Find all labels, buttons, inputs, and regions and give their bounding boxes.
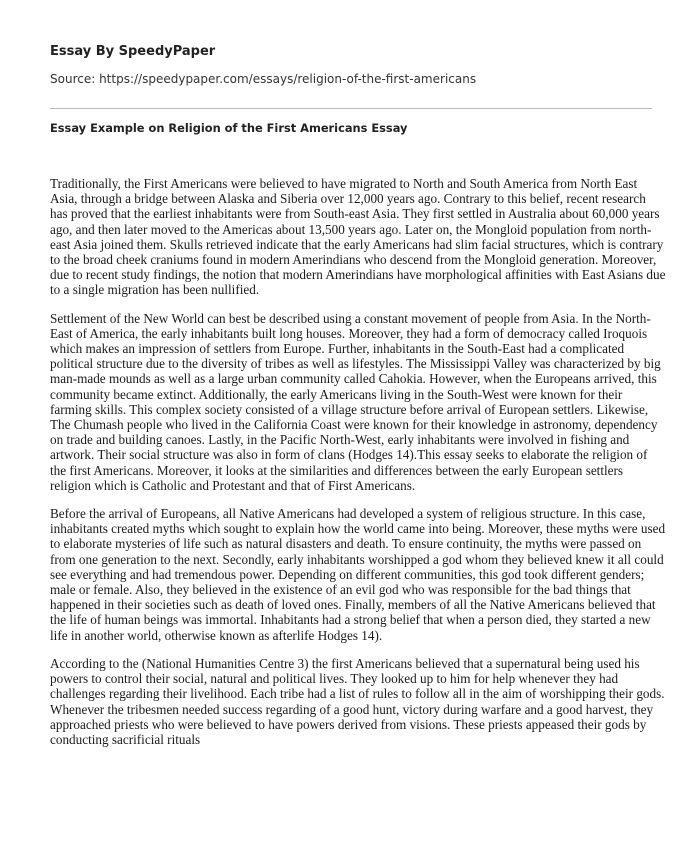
source-url: Source: https://speedypaper.com/essays/religion-of-the-first-americans	[50, 72, 477, 86]
essay-paragraph: Traditionally, the First Americans were believed to have migrated to North and South America from North East Asia, through a bridge between Alaska and Siberia over 12,000 years ago. Contrary to this belief, recent research has proved that the earliest inhabitants were from South-east Asia. They first settled in Australia about 60,000 years ago, and then later moved to the Americas about 13,500 years ago. Later on, the Mongloid population from north-east Asia joined them. Skulls retrieved indicate that the early Americans had slim facial structures, which is contrary to the broad cheek craniums found in modern Amerindians who descend from the Mongloid generation. Moreover, due to recent study findings, the notion that modern Amerindians have morphological affinities with East Asians due to a single migration has been nullified.	[50, 176, 666, 298]
essay-paragraph: Before the arrival of Europeans, all Native Americans had developed a system of religious structure. In this case, inhabitants created myths which sought to explain how the world came into being. Moreover, these myths were used to elaborate mysteries of life such as natural disasters and death. To ensure continuity, the myths were passed on from one generation to the next. Secondly, early inhabitants worshipped a god whom they believed knew it all could see everything and had tremendous power. Depending on different communities, this god took different genders; male or female. Also, they believed in the existence of an evil god who was responsible for the bad things that happened in their societies such as death of loved ones. Finally, members of all the Native Americans believed that the life of human beings was immortal. Inhabitants had a strong belief that when a person died, they started a new life in another world, otherwise known as afterlife Hodges 14).	[50, 506, 666, 643]
publisher-title: Essay By SpeedyPaper	[50, 44, 216, 59]
essay-title: Essay Example on Religion of the First Americans Essay	[50, 121, 408, 135]
header-divider	[50, 108, 652, 109]
essay-body	[50, 176, 666, 760]
essay-paragraph: Settlement of the New World can best be described using a constant movement of people from Asia. In the North-East of America, the early inhabitants built long houses. Moreover, they had a form of democracy called Iroquois which makes an impression of settlers from Europe. Further, inhabitants in the South-East had a complicated political structure due to the diversity of tribes as well as lifestyles. The Mississippi Valley was characterized by big man-made mounds as well as a large urban community called Cahokia. However, when the Europeans arrived, this community became extinct. Additionally, the early Americans living in the South-West were known for their farming skills. This complex society consisted of a village structure before arrival of European settlers. Likewise, The Chumash people who lived in the California Coast were known for their knowledge in astronomy, dependency on trade and building canoes. Lastly, in the Pacific North-West, early inhabitants were involved in fishing and artwork. Their social structure was also in form of clans (Hodges 14).This essay seeks to elaborate the religion of the first Americans. Moreover, it looks at the similarities and differences between the early European settlers religion which is Catholic and Protestant and that of First Americans.	[50, 310, 661, 493]
essay-paragraph: According to the (National Humanities Centre 3) the first Americans believed that a supernatural being used his powers to control their social, natural and political lives. They looked up to him for help whenever they had challenges regarding their livelihood. Each tribe had a list of rules to follow all in the aim of worshipping their gods. Whenever the tribesmen needed success regarding of a good hunt, victory during warfare and a good harvest, they approached priests who were believed to have powers derived from visions. These priests appeased their gods by conducting sacrificial rituals	[50, 655, 665, 747]
